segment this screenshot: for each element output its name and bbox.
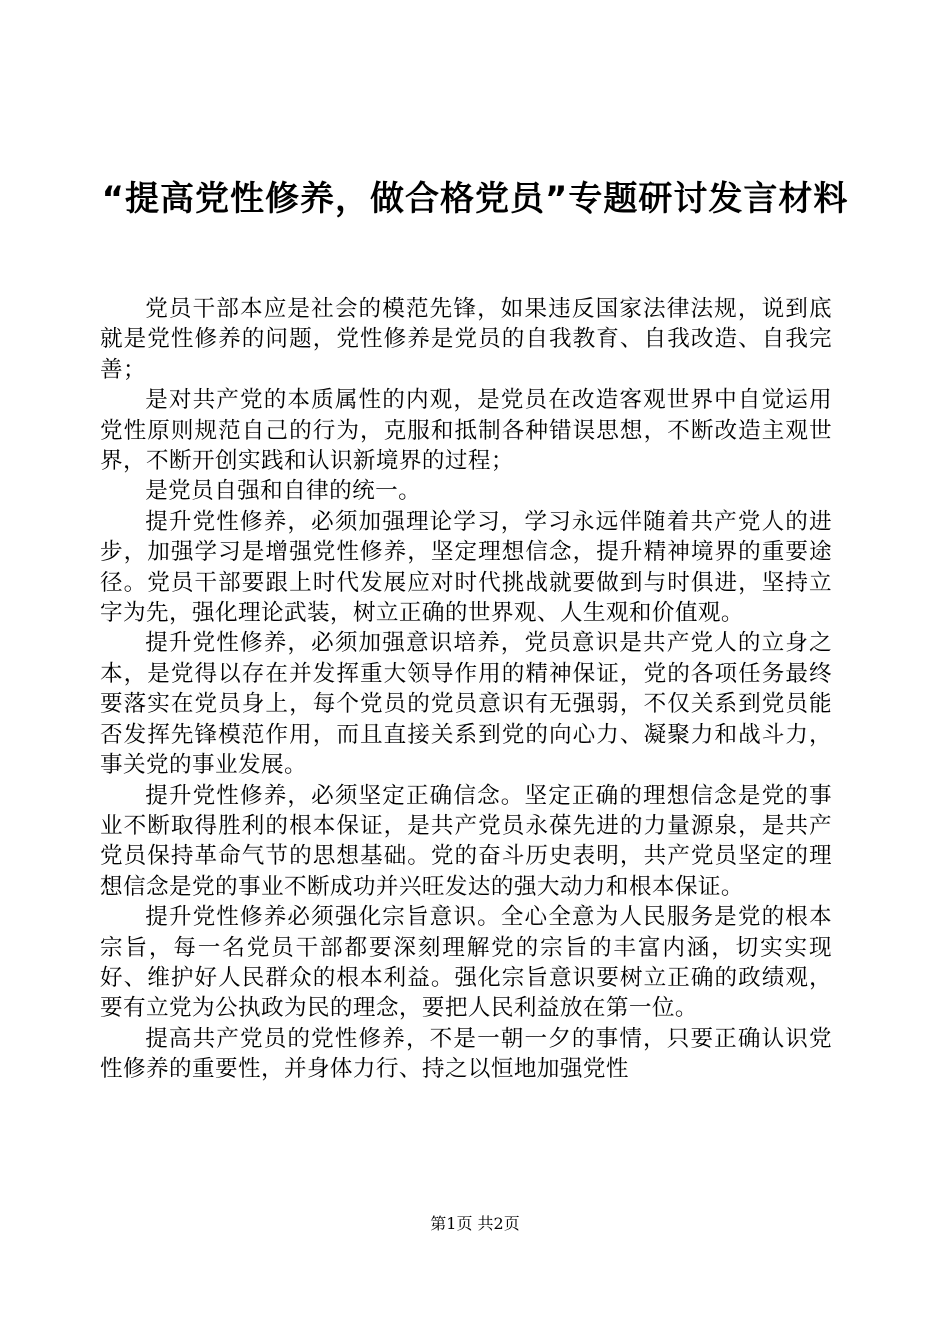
paragraph: 提升党性修养，必须加强意识培养，党员意识是共产党人的立身之本，是党得以存在并发挥重大领导作用的精神保证，党的各项任务最终要落实在党员身上，每个党员的党员意识有无强弱，不仅关系到党员能否发挥先锋模范作用，而且直接关系到党的向心力、凝聚力和战斗力，事关党的事业发展。 — [100, 630, 832, 779]
paragraph: 提高共产党员的党性修养，不是一朝一夕的事情，只要正确认识党性修养的重要性，并身体力行、持之以恒地加强党性 — [100, 1025, 832, 1083]
paragraph: 提升党性修养必须强化宗旨意识。全心全意为人民服务是党的根本宗旨，每一名党员干部都要深刻理解党的宗旨的丰富内涵，切实实现好、维护好人民群众的根本利益。强化宗旨意识要树立正确的政绩观，要有立党为公执政为民的理念，要把人民利益放在第一位。 — [100, 904, 832, 1022]
paragraph: 党员干部本应是社会的模范先锋，如果违反国家法律法规，说到底就是党性修养的问题，党性修养是党员的自我教育、自我改造、自我完善； — [100, 296, 832, 383]
paragraph: 提升党性修养，必须坚定正确信念。坚定正确的理想信念是党的事业不断取得胜利的根本保证，是共产党员永葆先进的力量源泉，是共产党员保持革命气节的思想基础。党的奋斗历史表明，共产党员坚定的理想信念是党的事业不断成功并兴旺发达的强大动力和根本保证。 — [100, 782, 832, 900]
paragraph: 是党员自强和自律的统一。 — [145, 478, 422, 505]
page-number-footer: 第1页 共2页 — [430, 1214, 520, 1233]
document-body — [100, 294, 832, 1085]
paragraph: 是对共产党的本质属性的内观，是党员在改造客观世界中自觉运用党性原则规范自己的行为，克服和抵制各种错误思想，不断改造主观世界，不断开创实践和认识新境界的过程； — [100, 387, 832, 475]
paragraph: 提升党性修养，必须加强理论学习，学习永远伴随着共产党人的进步，加强学习是增强党性修养，坚定理想信念，提升精神境界的重要途径。党员干部要跟上时代发展应对时代挑战就要做到与时俱进，坚持立字为先，强化理论武装，树立正确的世界观、人生观和价值观。 — [100, 508, 832, 627]
document-title: “提高党性修养，做合格党员”专题研讨发言材料 — [101, 179, 849, 219]
